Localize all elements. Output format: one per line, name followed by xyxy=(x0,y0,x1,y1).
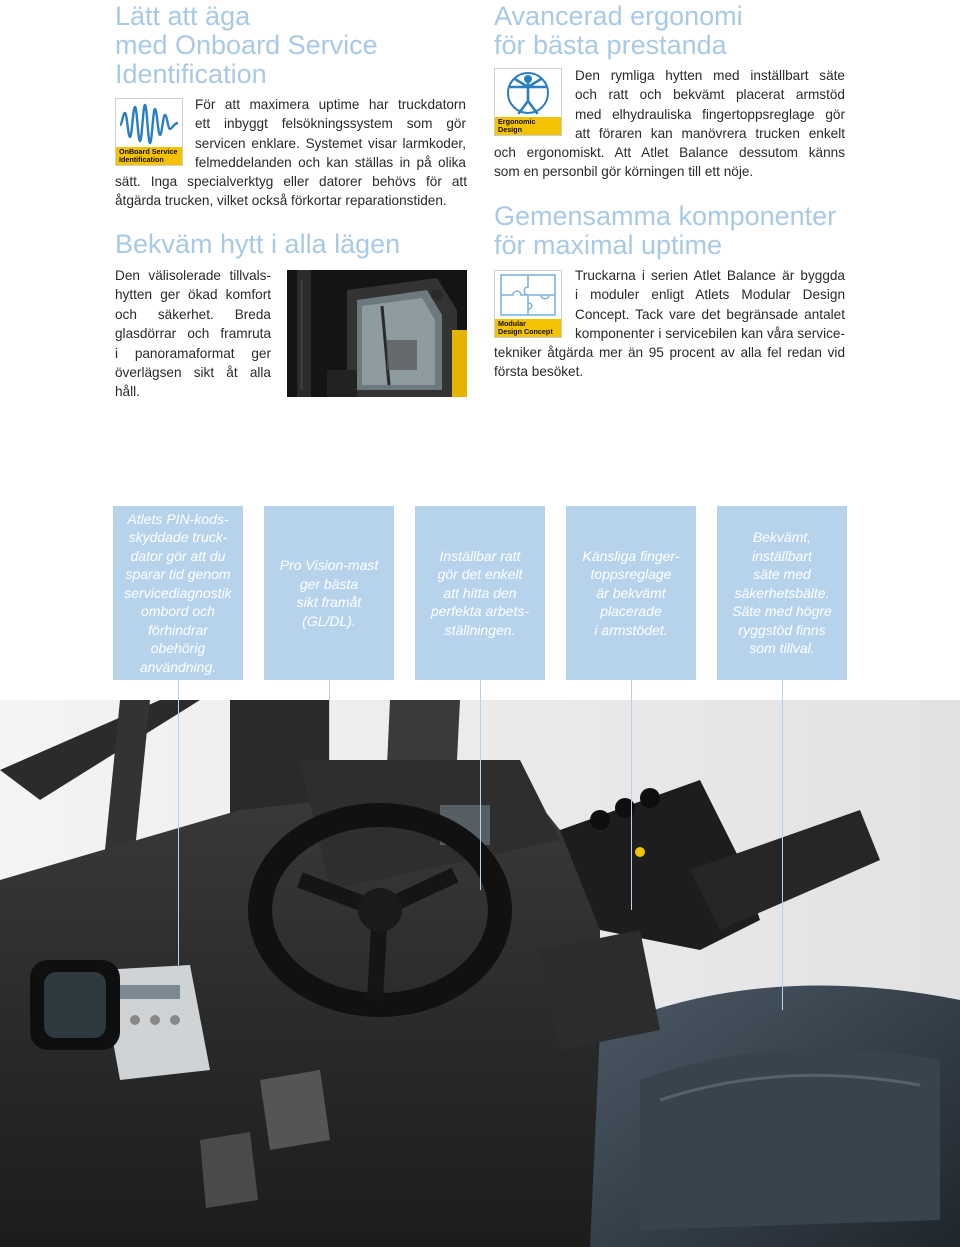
body-line: glasdörrar och framruta xyxy=(115,326,271,342)
body-line: Den rymliga hytten med inställbart säte xyxy=(575,68,845,83)
puzzle-icon xyxy=(495,271,561,319)
cab-body xyxy=(115,266,271,402)
heading-line: för bästa prestanda xyxy=(494,30,727,60)
heading-line: Gemensamma komponenter xyxy=(494,201,837,231)
ergonomic-design-badge xyxy=(494,68,562,136)
leader-line xyxy=(329,680,330,760)
body-line: håll. xyxy=(115,384,140,400)
leader-line xyxy=(480,680,481,890)
modular-body-cont xyxy=(494,343,845,382)
waveform-icon xyxy=(116,99,182,147)
body-line: i panoramaformat ger xyxy=(115,345,271,361)
leader-line xyxy=(631,680,632,910)
body-line: att föraren kan manövrera trucken enkelt xyxy=(575,126,845,142)
body-line: hytten ger ökad komfort xyxy=(115,287,271,303)
body-line: med elhydrauliska fingertoppsreglage gör xyxy=(575,106,845,122)
body-line: komponenter i servicebilen kan våra service- xyxy=(575,326,845,342)
badge-label xyxy=(495,117,561,135)
body-line: tekniker åtgärda mer än 95 procent av alla fel redan vid xyxy=(494,345,845,360)
badge-label-line: Ergonomic xyxy=(498,117,536,126)
heading-line: Lätt att äga xyxy=(115,1,251,31)
onboard-service-badge xyxy=(115,98,183,166)
badge-label-line: Modular xyxy=(498,319,526,328)
callout-fingertip xyxy=(566,506,696,680)
heading-modular xyxy=(494,202,836,260)
body-line: första besöket. xyxy=(494,364,584,380)
badge-label-line: Identification xyxy=(119,155,164,164)
body-line: Concept. Tack vare det begränsade antalet xyxy=(575,306,845,322)
heading-line: Identification xyxy=(115,59,267,89)
heading-line: med Onboard Service xyxy=(115,30,378,60)
body-line: Truckarna i serien Atlet Balance är byggda xyxy=(575,268,845,283)
body-line: servicen enklare. Systemet visar larmkoder, xyxy=(195,135,466,151)
heading-onboard-service xyxy=(115,2,467,89)
callout-pin-computer xyxy=(113,506,243,680)
body-line: överlägsen sikt åt alla xyxy=(115,365,271,381)
badge-label xyxy=(495,319,561,337)
badge-label-line: Design Concept xyxy=(498,327,553,336)
heading-ergonomics xyxy=(494,2,743,60)
body-line: Den välisolerade tillvals- xyxy=(115,268,271,283)
body-line: och säkerhet. Breda xyxy=(115,306,271,322)
callout-steering xyxy=(415,506,545,680)
ergonomics-body-cont xyxy=(494,143,845,182)
callout-mast xyxy=(264,506,394,680)
body-line: i moduler enligt Atlets Modular Design xyxy=(575,287,845,303)
cab-photo xyxy=(287,270,467,397)
body-line: felmeddelanden och kan ställas in på olika xyxy=(195,155,466,171)
body-line: och ergonomiskt. Att Atlet Balance dessutom känns xyxy=(494,145,845,160)
left-section-1 xyxy=(115,2,467,89)
cab-illustration xyxy=(287,270,467,397)
modular-design-badge xyxy=(494,270,562,338)
heading-line: Avancerad ergonomi xyxy=(494,1,743,31)
callout-seat xyxy=(717,506,847,680)
heading-cab: Bekväm hytt i alla lägen xyxy=(115,229,401,259)
heading-line: för maximal uptime xyxy=(494,230,723,260)
vitruvian-figure-icon xyxy=(495,69,561,117)
ergonomics-body xyxy=(575,66,845,144)
body-line: åtgärda trucken, vilket också förkortar reparationstiden. xyxy=(115,193,447,209)
callout-text: Bekvämt, inställbart säte med säkerhetsbälte. Säte med högre ryggstöd finns som tillval. xyxy=(732,529,832,657)
badge-label-line: OnBoard Service xyxy=(119,147,178,156)
body-line: som en personbil gör körningen till ett nöje. xyxy=(494,164,754,180)
modular-body xyxy=(575,266,845,344)
onboard-service-body xyxy=(195,95,466,173)
leader-line xyxy=(178,680,179,965)
callout-text: Atlets PIN-kods- skyddade truck- dator gör att du sparar tid genom servicediagnostik ombord och förhindrar obehörig användning. xyxy=(124,510,232,675)
onboard-service-body-cont xyxy=(115,172,467,211)
body-line: och ratt och bekvämt placerat armstöd xyxy=(575,87,845,103)
callout-text: Pro Vision-mast ger bästa sikt framåt (GL/DL). xyxy=(279,557,379,629)
callout-text: Inställbar ratt gör det enkelt att hitta den perfekta arbets- ställningen. xyxy=(430,547,530,638)
callout-text: Känsliga finger- toppsreglage är bekvämt placerade i armstödet. xyxy=(582,547,680,638)
body-line: För att maximera uptime har truckdatorn xyxy=(195,97,466,112)
body-line: ett inbyggt felsökningssystem som gör xyxy=(195,116,466,132)
leader-line xyxy=(782,680,783,1010)
badge-label-line: Design xyxy=(498,125,522,134)
badge-label xyxy=(116,147,182,165)
body-line: sätt. Inga specialverktyg eller datorer behövs för att xyxy=(115,174,467,189)
